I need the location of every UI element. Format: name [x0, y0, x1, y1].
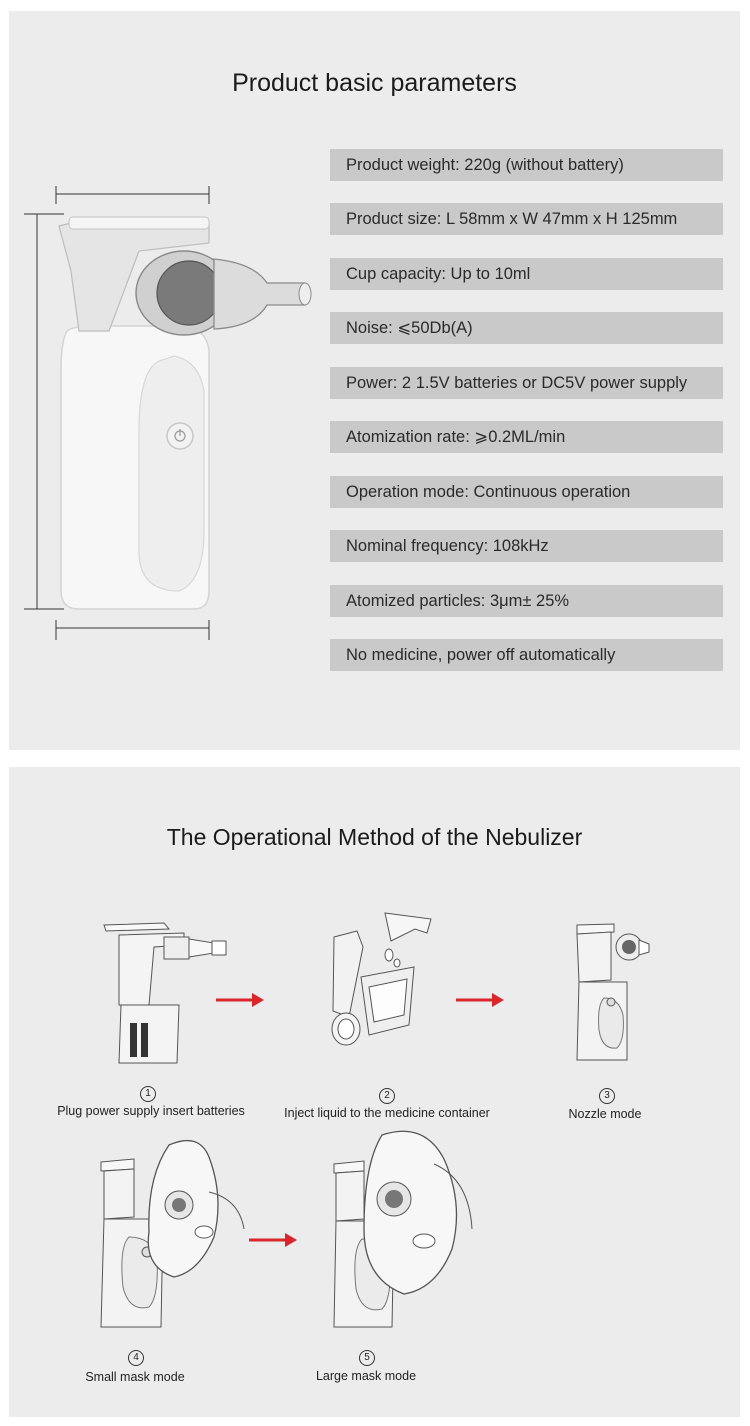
param-power: Power: 2 1.5V batteries or DC5V power supply [330, 367, 723, 399]
step-3-label: Nozzle mode [568, 1107, 642, 1121]
step-1-number: 1 [140, 1086, 156, 1102]
param-operation-mode: Operation mode: Continuous operation [330, 476, 723, 508]
method-title: The Operational Method of the Nebulizer [166, 824, 583, 850]
param-particles: Atomized particles: 3μm± 25% [330, 585, 723, 617]
step-5-label: Large mask mode [315, 1369, 417, 1383]
param-auto-off: No medicine, power off automatically [330, 639, 723, 671]
param-frequency: Nominal frequency: 108kHz [330, 530, 723, 562]
step-2-inject-illustration [319, 907, 469, 1077]
step-5-number: 5 [359, 1350, 375, 1366]
parameters-panel [9, 11, 740, 750]
method-panel [9, 767, 740, 1417]
param-noise: Noise: ⩽50Db(A) [330, 312, 723, 344]
step-1-label: Plug power supply insert batteries [57, 1104, 245, 1118]
step-2-label: Inject liquid to the medicine container [284, 1106, 490, 1120]
step-4-small-mask-illustration [89, 1137, 259, 1332]
step-4-number: 4 [128, 1350, 144, 1366]
arrow-3-icon [247, 1230, 302, 1250]
param-size: Product size: L 58mm x W 47mm x H 125mm [330, 203, 723, 235]
arrow-1-icon [214, 990, 269, 1010]
step-4-label: Small mask mode [85, 1370, 185, 1384]
arrow-2-icon [454, 990, 509, 1010]
param-cup-capacity: Cup capacity: Up to 10ml [330, 258, 723, 290]
parameters-title: Product basic parameters [232, 69, 517, 97]
step-3-nozzle-illustration [569, 920, 669, 1070]
nebulizer-product-image [9, 11, 329, 661]
param-weight: Product weight: 220g (without battery) [330, 149, 723, 181]
param-atomization-rate: Atomization rate: ⩾0.2ML/min [330, 421, 723, 453]
step-5-large-mask-illustration [324, 1129, 484, 1329]
step-3-number: 3 [599, 1088, 615, 1104]
step-2-number: 2 [379, 1088, 395, 1104]
